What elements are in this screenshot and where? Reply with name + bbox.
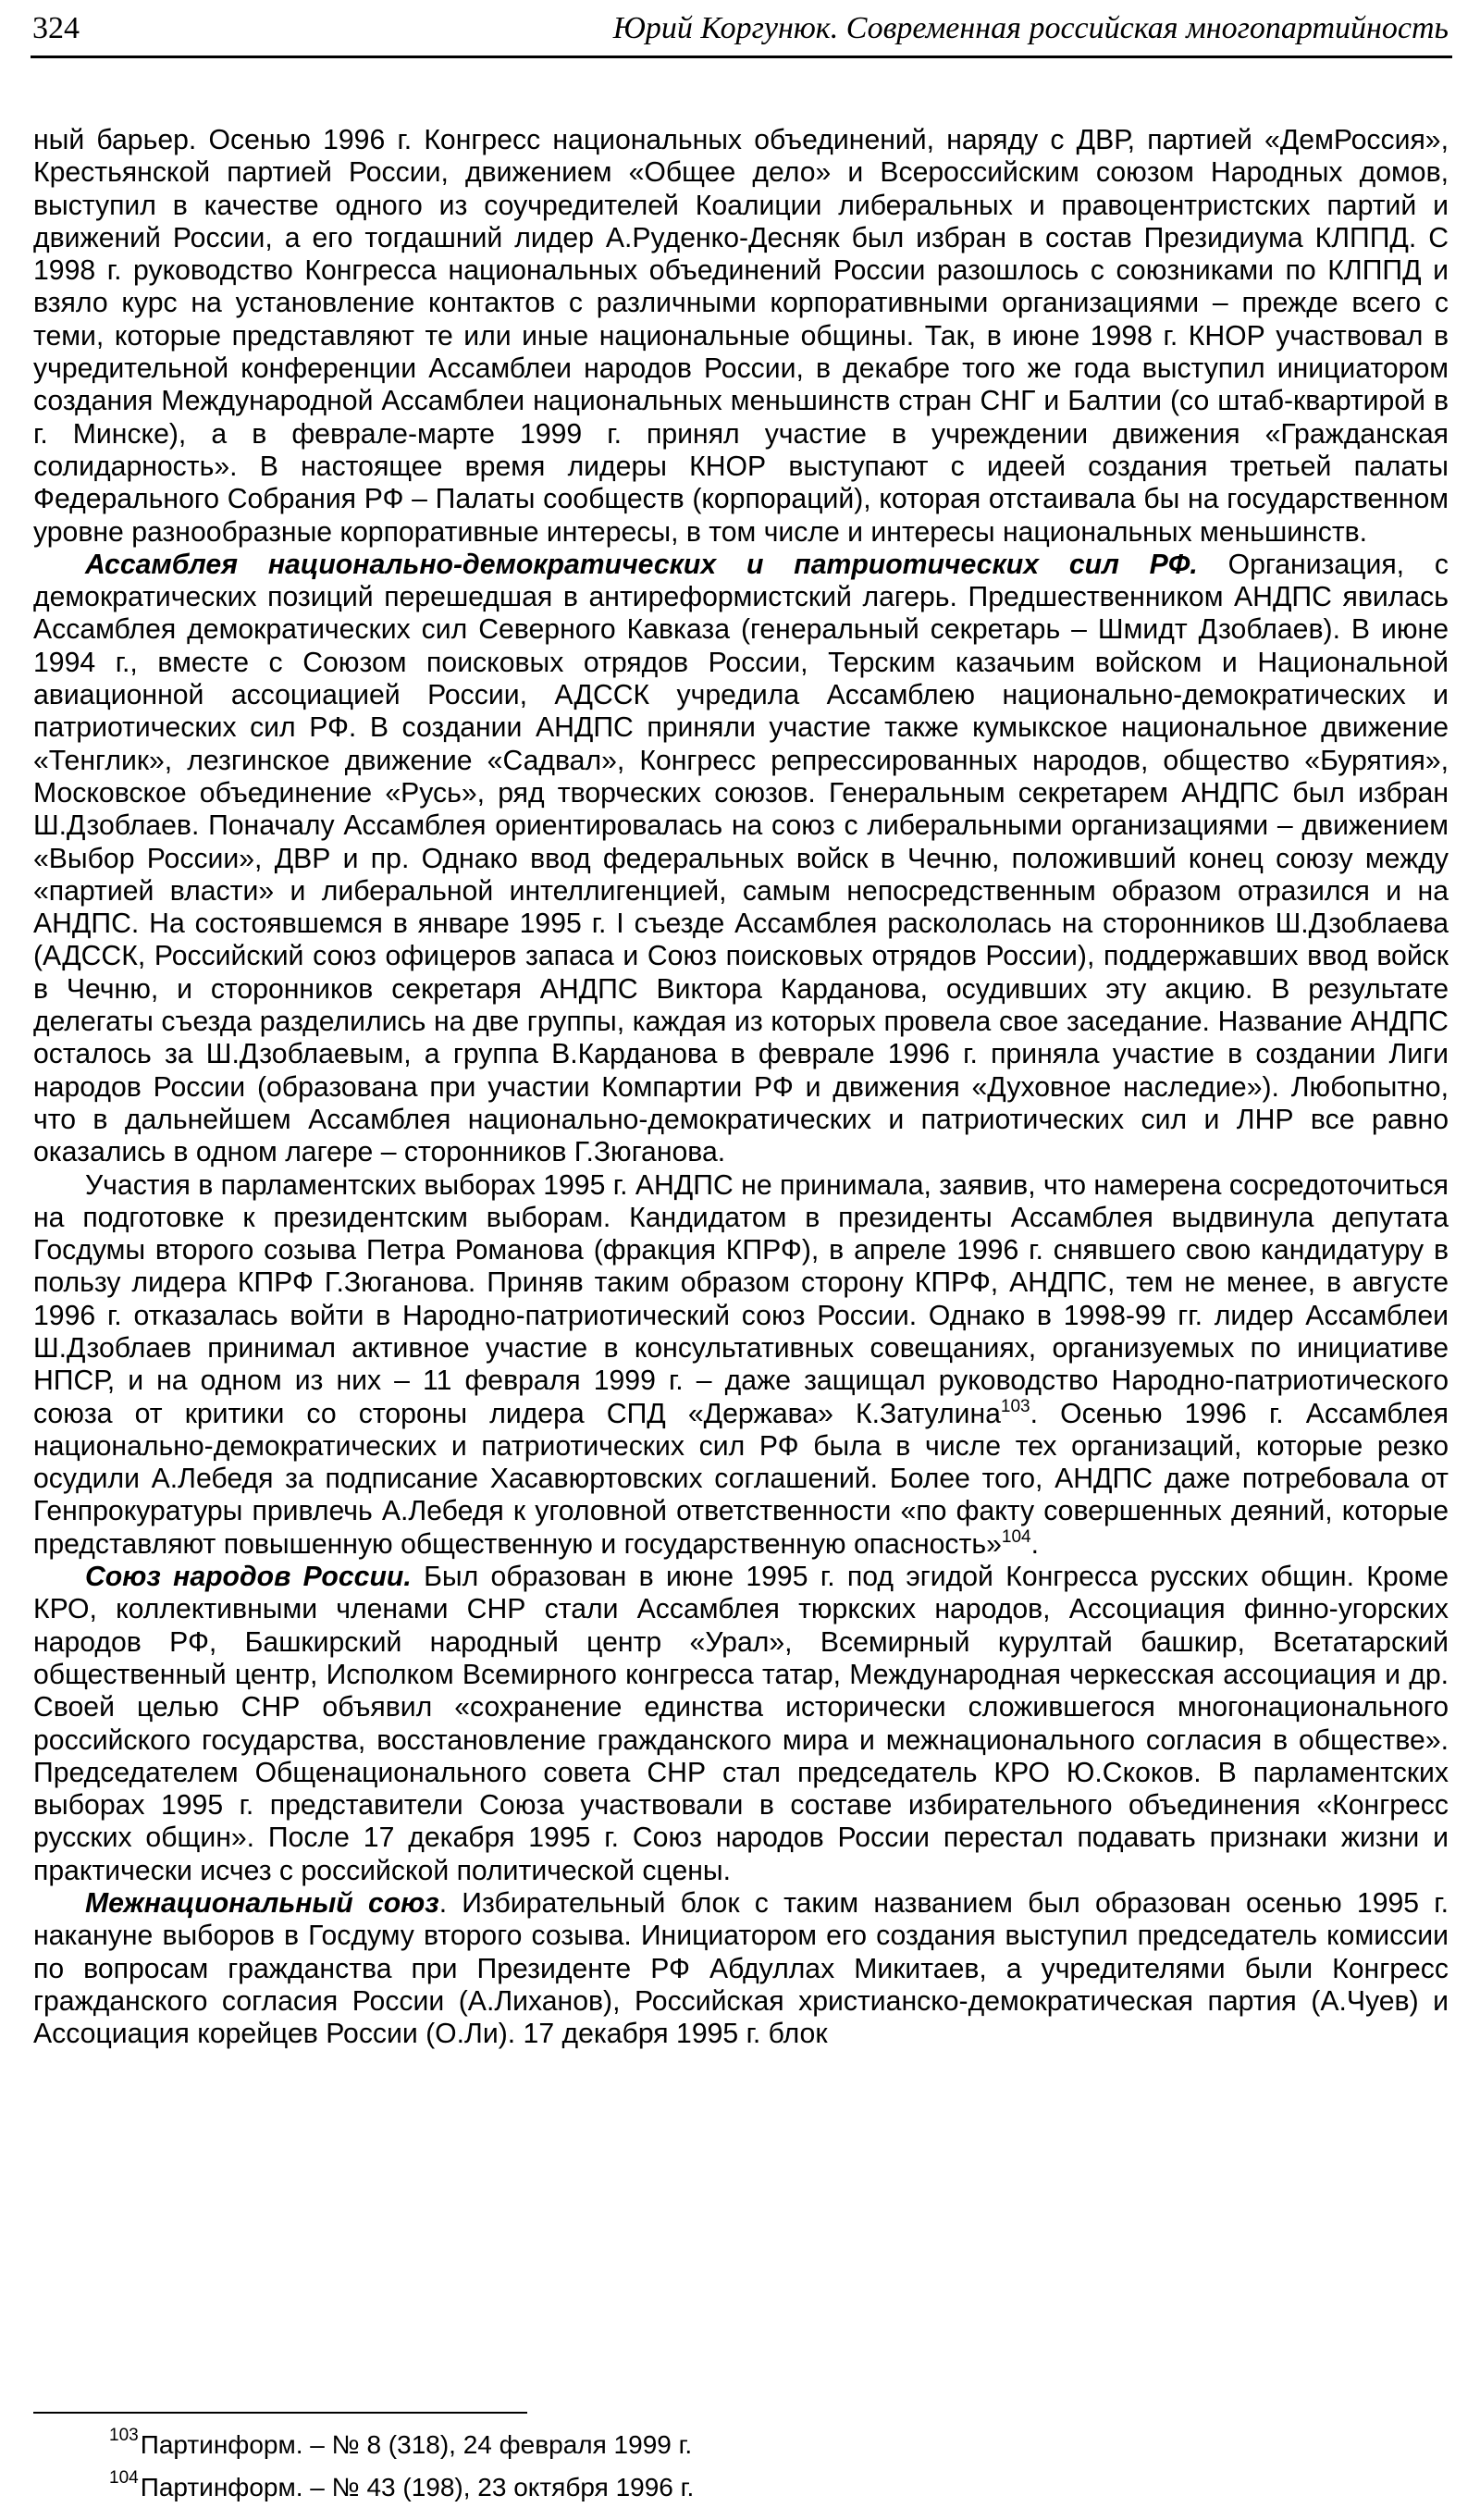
paragraph-text: . — [1030, 1528, 1039, 1560]
paragraph — [33, 1887, 1449, 2050]
footnote-ref[interactable]: 103 — [1000, 1396, 1030, 1416]
paragraph-text: Участия в парламентских выборах 1995 г. АНДПС не принимала, заявив, что намерена сосредоточиться на подготовке к президентским выборам. Кандидатом в президенты Ассамблея выдвинула депутата Госдумы второго созыва Петра Романова (фракция КПРФ), в апреле 1996 г. снявшего свою кандидатуру в пользу лидера КПРФ Г.Зюганова. Приняв таким образом сторону КПРФ, АНДПС, тем не менее, в августе 1996 г. отказалась войти в Народно-патриотический союз России. Однако в 1998-99 гг. лидер Ассамблеи Ш.Дзоблаев принимал активное участие в консультативных совещаниях, организуемых по инициативе НПСР, и на одном из них – 11 февраля 1999 г. – даже защищал руководство Народно-патриотического союза от критики со стороны лидера СПД «Держава» К.Затулина — [33, 1169, 1449, 1429]
paragraph-text: Был образован в июне 1995 г. под эгидой Конгресса русских общин. Кроме КРО, коллективными членами СНР стали Ассамблея тюркских народов, Ассоциация финно-угорских народов РФ, Башкирский народный центр «Урал», Всемирный курултай башкир, Всетатарский общественный центр, Исполком Всемирного конгресса татар, Международная черкесская ассоциация и др. Своей целью СНР объявил «сохранение единства исторически сложившегося многонационального российского государства, восстановление гражданского мира и межнационального согласия в обществе». Председателем Общенационального совета СНР стал председатель КРО Ю.Скоков. В парламентских выборах 1995 г. представители Союза участвовали в составе избирательного объединения «Конгресс русских общин». После 17 декабря 1995 г. Союз народов России перестал подавать признаки жизни и практически исчез с российской политической сцены. — [33, 1562, 1449, 1886]
paragraph — [33, 1169, 1449, 1562]
paragraph-text: . Избирательный блок с таким названием был образован осенью 1995 г. накануне выборов в Госдуму второго созыва. Инициатором его создания выступил председатель комиссии по вопросам гражданства при Президенте РФ Абдуллах Микитаев, а учредителями были Конгресс гражданского согласия России (А.Лиханов), Российская христианско-демократическая партия (А.Чуев) и Ассоциация корейцев России (О.Ли). 17 декабря 1995 г. блок — [33, 1888, 1449, 2050]
paragraph-text: ный барьер. Осенью 1996 г. Конгресс национальных объединений, наряду с ДВР, партией «ДемРоссия», Крестьянской партией России, движением «Общее дело» и Всероссийским союзом Народных домов, выступил в качестве одного из соучредителей Коалиции либеральных и правоцентристских партий и движений России, а его тогдашний лидер А.Руденко-Десняк был избран в состав Президиума КЛППД. С 1998 г. руководство Конгресса национальных объединений России разошлось с союзниками по КЛППД и взяло курс на установление контактов с различными корпоративными организациями – прежде всего с теми, которые представляют те или иные национальные общины. Так, в июне 1998 г. КНОР участвовал в учредительной конференции Ассамблеи народов России, в декабре того же года выступил инициатором создания Международной Ассамблеи национальных меньшинств стран СНГ и Балтии (со штаб-квартирой в г. Минске), а в феврале-марте 1999 г. принял участие в учреждении движения «Гражданская солидарность». В настоящее время лидеры КНОР выступают с идеей создания третьей палаты Федерального Собрания РФ – Палаты сообществ (корпораций), которая отстаивала бы на государственном уровне разнообразные корпоративные интересы, в том числе и интересы национальных меньшинств. — [33, 125, 1449, 548]
section-term: Союз народов России. — [85, 1562, 412, 1593]
running-title: Юрий Коргунюк. Современная российская многопартийность — [612, 11, 1449, 45]
footnote-number: 103 — [109, 2426, 139, 2445]
section-term: Межнациональный союз — [85, 1888, 439, 1920]
footnote-text: Партинформ. – № 43 (198), 23 октября 1996 г. — [140, 2473, 695, 2501]
paragraph — [33, 124, 1449, 549]
footnote-divider — [33, 2412, 527, 2414]
footnote-number: 104 — [109, 2468, 139, 2488]
paragraph — [33, 1561, 1449, 1887]
footnote — [109, 2424, 1404, 2466]
footnote — [109, 2466, 1404, 2509]
page-header — [31, 9, 1452, 58]
body-text — [33, 124, 1449, 2051]
footnotes — [109, 2424, 1404, 2509]
paragraph-text: . Осенью 1996 г. Ассамблея национально-демократических и патриотических сил РФ была в числе тех организаций, которые резко осудили А.Лебедя за подписание Хасавюртовских соглашений. Более того, АНДПС даже потребовала от Генпрокуратуры привлечь А.Лебедя к уголовной ответственности «по факту совершенных деяний, которые представляют повышенную общественную и государственную опасность» — [33, 1398, 1449, 1560]
footnote-text: Партинформ. – № 8 (318), 24 февраля 1999 г. — [140, 2430, 693, 2459]
section-term: Ассамблея национально-демократических и патриотических сил РФ. — [85, 549, 1198, 580]
paragraph-text: Организация, с демократических позиций перешедшая в антиреформистский лагерь. Предшественником АНДПС явилась Ассамблея демократических сил Северного Кавказа (генеральный секретарь – Шмидт Дзоблаев). В июне 1994 г., вместе с Союзом поисковых отрядов России, Терским казачьим войском и Национальной авиационной ассоциацией России, АДССК учредила Ассамблею национально-демократических и патриотических сил РФ. В создании АНДПС приняли участие также кумыкское национальное движение «Тенглик», лезгинское движение «Садвал», Конгресс репрессированных народов, общество «Бурятия», Московское объединение «Русь», ряд творческих союзов. Генеральным секретарем АНДПС был избран Ш.Дзоблаев. Поначалу Ассамблея ориентировалась на союз с либеральными организациями – движением «Выбор России», ДВР и пр. Однако ввод федеральных войск в Чечню, положивший конец союзу между «партией власти» и либеральной интеллигенцией, самым непосредственным образом отразился и на АНДПС. На состоявшемся в январе 1995 г. I съезде Ассамблея раскололась на сторонников Ш.Дзоблаева (АДССК, Российский союз офицеров запаса и Союз поисковых отрядов России), поддержавших ввод войск в Чечню, и сторонников секретаря АНДПС Виктора Карданова, осудивших эту акцию. В результате делегаты съезда разделились на две группы, каждая из которых провела свое заседание. Название АНДПС осталось за Ш.Дзоблаевым, а группа В.Карданова в феврале 1996 г. приняла участие в создании Лиги народов России (образована при участии Компартии РФ и движения «Духовное наследие»). Любопытно, что в дальнейшем Ассамблея национально-демократических и патриотических сил и ЛНР все равно оказались в одном лагере – сторонников Г.Зюганова. — [33, 549, 1449, 1168]
paragraph — [33, 549, 1449, 1169]
page-number: 324 — [32, 11, 80, 45]
footnote-ref[interactable]: 104 — [1001, 1526, 1031, 1547]
